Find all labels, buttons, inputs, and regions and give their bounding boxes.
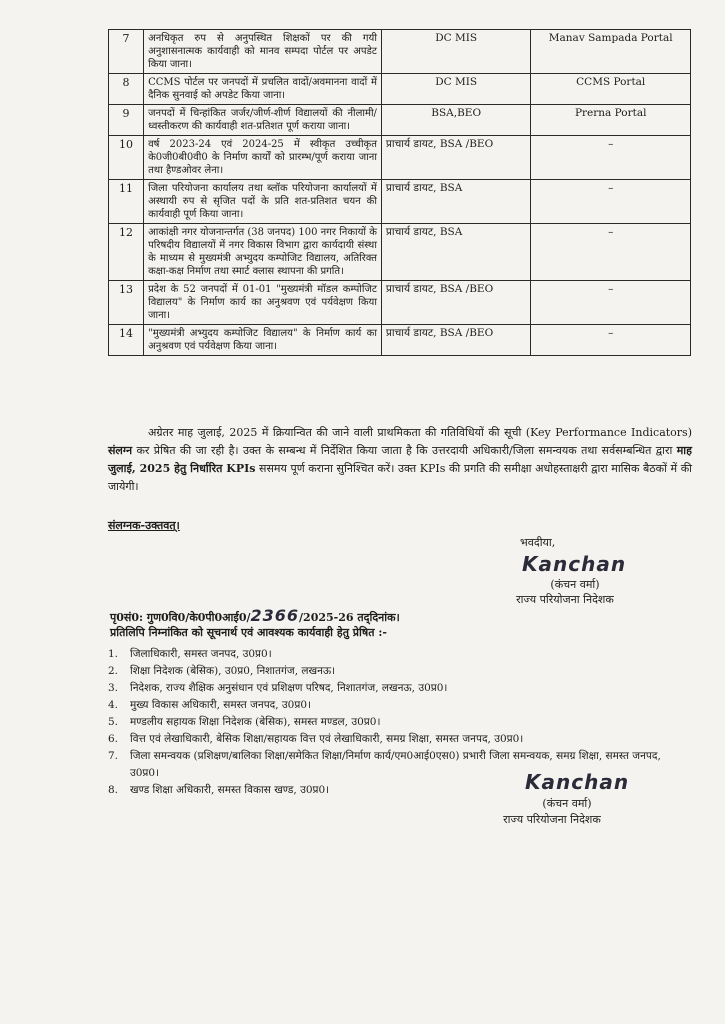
- signature-mark-2: Kanchan: [525, 770, 630, 794]
- row-officer: DC MIS: [381, 30, 531, 74]
- row-portal: Manav Sampada Portal: [531, 30, 691, 74]
- row-activity: अनधिकृत रुप से अनुपस्थित शिक्षकों पर की गयी अनुशासनात्मक कार्यवाही को मानव सम्पदा पोर्टल पर अपडेट किया जाना।: [144, 30, 382, 74]
- row-portal: –: [531, 281, 691, 325]
- table-row: [109, 105, 691, 136]
- list-text: वित्त एवं लेखाधिकारी, बेसिक शिक्षा/सहायक वित्त एवं लेखाधिकारी, समग्र शिक्षा, समस्त जनपद, उ0प्र0।: [130, 733, 524, 745]
- list-item: [108, 731, 693, 748]
- list-number: 2.: [108, 665, 119, 677]
- table-row: [109, 325, 691, 356]
- row-officer: DC MIS: [381, 74, 531, 105]
- paragraph-text: ससमय पूर्ण कराना सुनिश्चित करें। उक्त KPIs की प्रगति की समीक्षा अधोहस्ताक्षरी द्वारा मासिक बैठकों में की जायेगी।: [108, 462, 692, 493]
- row-officer: BSA,BEO: [381, 105, 531, 136]
- list-text: मुख्य विकास अधिकारी, समस्त जनपद, उ0प्र0।: [130, 699, 311, 711]
- row-number: 14: [109, 325, 144, 356]
- list-item: [108, 646, 693, 663]
- copy-heading: प्रतिलिपि निम्नांकित को सूचनार्थ एवं आवश्यक कार्यवाही हेतु प्रेषित :-: [110, 626, 387, 639]
- row-activity: जनपदों में चिन्हांकित जर्जर/जीर्ण-शीर्ण विद्यालयों की नीलामी/ध्वस्तीकरण की कार्यवाही शत-प्रतिशत पूर्ण कराया जाना।: [144, 105, 382, 136]
- list-number: 7.: [108, 750, 119, 762]
- paragraph-text: अग्रेतर माह जुलाई, 2025 में क्रियान्वित की जाने वाली प्राथमिकता की गतिविधियों की सूची (Key Performance Indicators): [148, 426, 692, 439]
- kpi-table: [108, 29, 691, 356]
- row-number: 7: [109, 30, 144, 74]
- row-portal: –: [531, 180, 691, 224]
- row-activity: प्रदेश के 52 जनपदों में 01-01 "मुख्यमंत्री मॉडल कम्पोजिट विद्यालय" के निर्माण कार्य का अनुश्रवण एवं पर्यवेक्षण किया जाना।: [144, 281, 382, 325]
- list-text: निदेशक, राज्य शैक्षिक अनुसंधान एवं प्रशिक्षण परिषद, निशातगंज, लखनऊ, उ0प्र0।: [130, 682, 448, 694]
- list-number: 6.: [108, 733, 119, 745]
- paragraph-bold: संलग्न: [108, 444, 133, 457]
- list-number: 5.: [108, 716, 119, 728]
- closing-salutation: भवदीया,: [520, 536, 556, 549]
- instruction-paragraph: [108, 424, 692, 496]
- list-item: [108, 697, 693, 714]
- list-number: 8.: [108, 784, 119, 796]
- memo-reference: [110, 608, 690, 640]
- list-text: जिलाधिकारी, समस्त जनपद, उ0प्र0।: [130, 648, 272, 660]
- row-activity: जिला परियोजना कार्यालय तथा ब्लॉक परियोजना कार्यालयों में अस्थायी रुप से सृजित पदों के प्रति शत-प्रतिशत चयन की कार्यवाही पूर्ण किया जाना।: [144, 180, 382, 224]
- signatory-designation: राज्य परियोजना निदेशक: [516, 593, 614, 606]
- enclosure-note: संलग्नक-उक्तवत्।: [108, 519, 180, 532]
- list-item: [108, 680, 693, 697]
- row-number: 13: [109, 281, 144, 325]
- row-activity: "मुख्यमंत्री अभ्युदय कम्पोजिट विद्यालय" के निर्माण कार्य का अनुश्रवण एवं पर्यवेक्षण किया जाना।: [144, 325, 382, 356]
- reference-number: [110, 608, 690, 625]
- list-number: 3.: [108, 682, 119, 694]
- row-officer: प्राचार्य डायट, BSA /BEO: [381, 136, 531, 180]
- table-row: [109, 224, 691, 281]
- row-portal: Prerna Portal: [531, 105, 691, 136]
- ref-suffix: /2025-26 तद्‌दिनांक।: [299, 611, 400, 624]
- ref-handwritten-number: 2366: [250, 606, 300, 625]
- row-activity: वर्ष 2023-24 एवं 2024-25 में स्वीकृत उच्चीकृत के0जी0बी0वी0 के निर्माण कार्यों को प्रारम्भ/पूर्ण कराया जाना तथा हैण्डओवर लेना।: [144, 136, 382, 180]
- row-number: 12: [109, 224, 144, 281]
- table-row: [109, 136, 691, 180]
- signatory-name-2: (कंचन वर्मा): [542, 797, 592, 810]
- row-portal: –: [531, 224, 691, 281]
- list-item: [108, 714, 693, 731]
- row-activity: CCMS पोर्टल पर जनपदों में प्रचलित वादों/अवमानना वादों में दैनिक सुनवाई को अपडेट किया जाना।: [144, 74, 382, 105]
- row-officer: प्राचार्य डायट, BSA /BEO: [381, 325, 531, 356]
- ref-prefix: पृ0सं0: गुण0वि0/के0पी0आई0/: [110, 611, 251, 624]
- table-row: [109, 74, 691, 105]
- table-row: [109, 180, 691, 224]
- row-officer: प्राचार्य डायट, BSA /BEO: [381, 281, 531, 325]
- list-text: जिला समन्वयक (प्रशिक्षण/बालिका शिक्षा/समेकित शिक्षा/निर्माण कार्य/एम0आई0एस0) प्रभारी जिला समन्वयक, समग्र शिक्षा, समस्त जनपद, उ0प्र0।: [130, 750, 661, 779]
- table-row: [109, 281, 691, 325]
- paragraph-text: कर प्रेषित की जा रही है। उक्त के सम्बन्ध में निर्देशित किया जाता है कि उत्तरदायी अधिकारी/जिला समन्वयक तथा सर्वसम्बन्धित द्वारा: [132, 444, 677, 457]
- table-row: [109, 30, 691, 74]
- row-officer: प्राचार्य डायट, BSA: [381, 180, 531, 224]
- row-activity: आकांक्षी नगर योजनान्तर्गत (38 जनपद) 100 नगर निकायों के परिषदीय विद्यालयों में नगर विकास विभाग द्वारा कार्यदायी संस्था के माध्यम से मुख्यमंत्री अभ्युदय कम्पोजिट विद्यालय, अतिरिक्त कक्षा-कक्ष निर्माण तथा स्मार्ट क्लास स्थापना की प्रगति।: [144, 224, 382, 281]
- list-number: 1.: [108, 648, 119, 660]
- list-text: खण्ड शिक्षा अधिकारी, समस्त विकास खण्ड, उ0प्र0।: [130, 784, 330, 796]
- row-number: 10: [109, 136, 144, 180]
- row-number: 9: [109, 105, 144, 136]
- row-number: 11: [109, 180, 144, 224]
- row-portal: CCMS Portal: [531, 74, 691, 105]
- list-text: शिक्षा निदेशक (बेसिक), उ0प्र0, निशातगंज, लखनऊ।: [130, 665, 336, 677]
- list-number: 4.: [108, 699, 119, 711]
- row-officer: प्राचार्य डायट, BSA: [381, 224, 531, 281]
- paragraph-bold: माह जुलाई, 2025 हेतु निर्धारित KPIs: [108, 444, 692, 475]
- signatory-designation-2: राज्य परियोजना निदेशक: [503, 813, 601, 826]
- row-number: 8: [109, 74, 144, 105]
- list-text: मण्डलीय सहायक शिक्षा निदेशक (बेसिक), समस्त मण्डल, उ0प्र0।: [130, 716, 381, 728]
- row-portal: –: [531, 325, 691, 356]
- signatory-name: (कंचन वर्मा): [550, 578, 600, 591]
- row-portal: –: [531, 136, 691, 180]
- list-item: [108, 663, 693, 680]
- signature-mark: Kanchan: [522, 552, 627, 576]
